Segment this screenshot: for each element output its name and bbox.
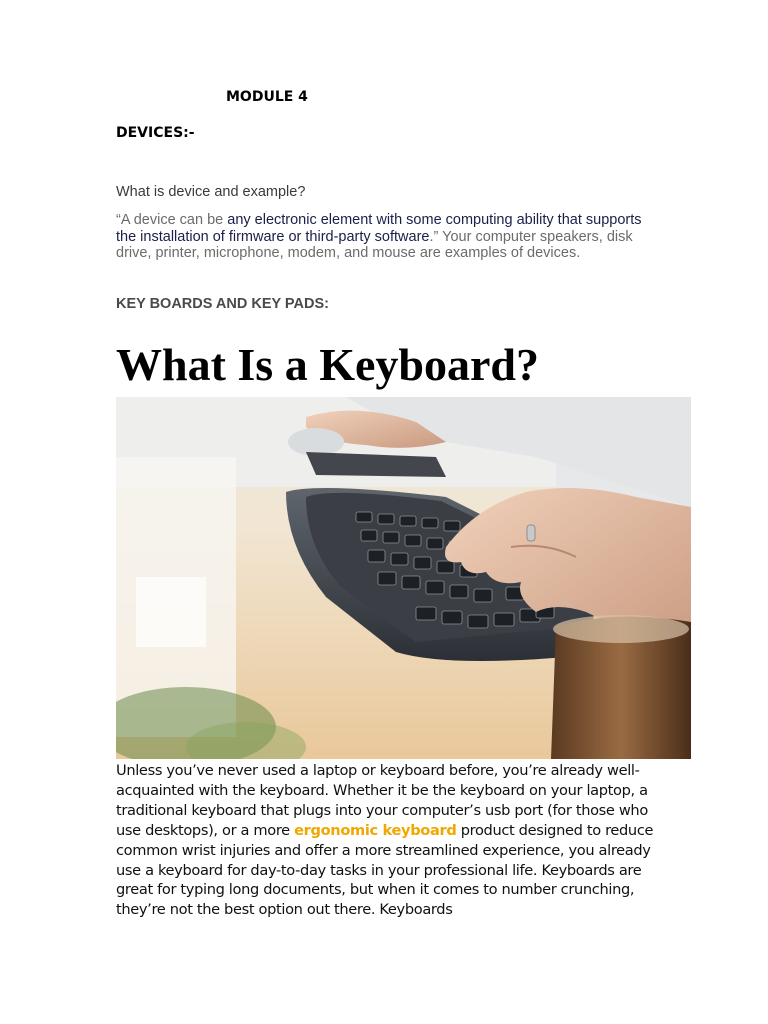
keyboard-photo-illustration [116,397,691,759]
paragraph-before-link: Unless you’ve never used a laptop or keyboard before, you’re already well-acquainted with the keyboard. Whether it be the keyboard on your laptop, a traditional keyboard that plugs into your computer’s usb port (for those who use desktops), or a more [116,762,648,839]
devices-heading: DEVICES:- [116,125,195,141]
device-question: What is device and example? [116,184,306,200]
keyboard-title: What Is a Keyboard? [116,339,539,390]
module-title: MODULE 4 [226,89,308,105]
keyboard-photo [116,397,691,759]
keyboard-paragraph [116,761,661,920]
definition-intro: “A device can be [116,212,228,228]
device-definition [116,212,656,262]
definition-examples: .” Your computer speakers, disk drive, printer, microphone, modem, and mouse are examples of devices. [116,228,633,262]
keyboards-heading: KEY BOARDS AND KEY PADS: [116,296,329,312]
definition-highlight: any electronic element with some computing ability that supports the installation of firmware or third-party software [116,212,642,245]
ergonomic-keyboard-link[interactable]: ergonomic keyboard [294,821,457,839]
paragraph-after-link: product designed to reduce common wrist injuries and offer a more streamlined experience, you already use a keyboard for day-to-day tasks in your professional life. Keyboards are great for typing long documents, but when it comes to number crunching, they’re not the best option out there. Keyboards [116,821,654,919]
